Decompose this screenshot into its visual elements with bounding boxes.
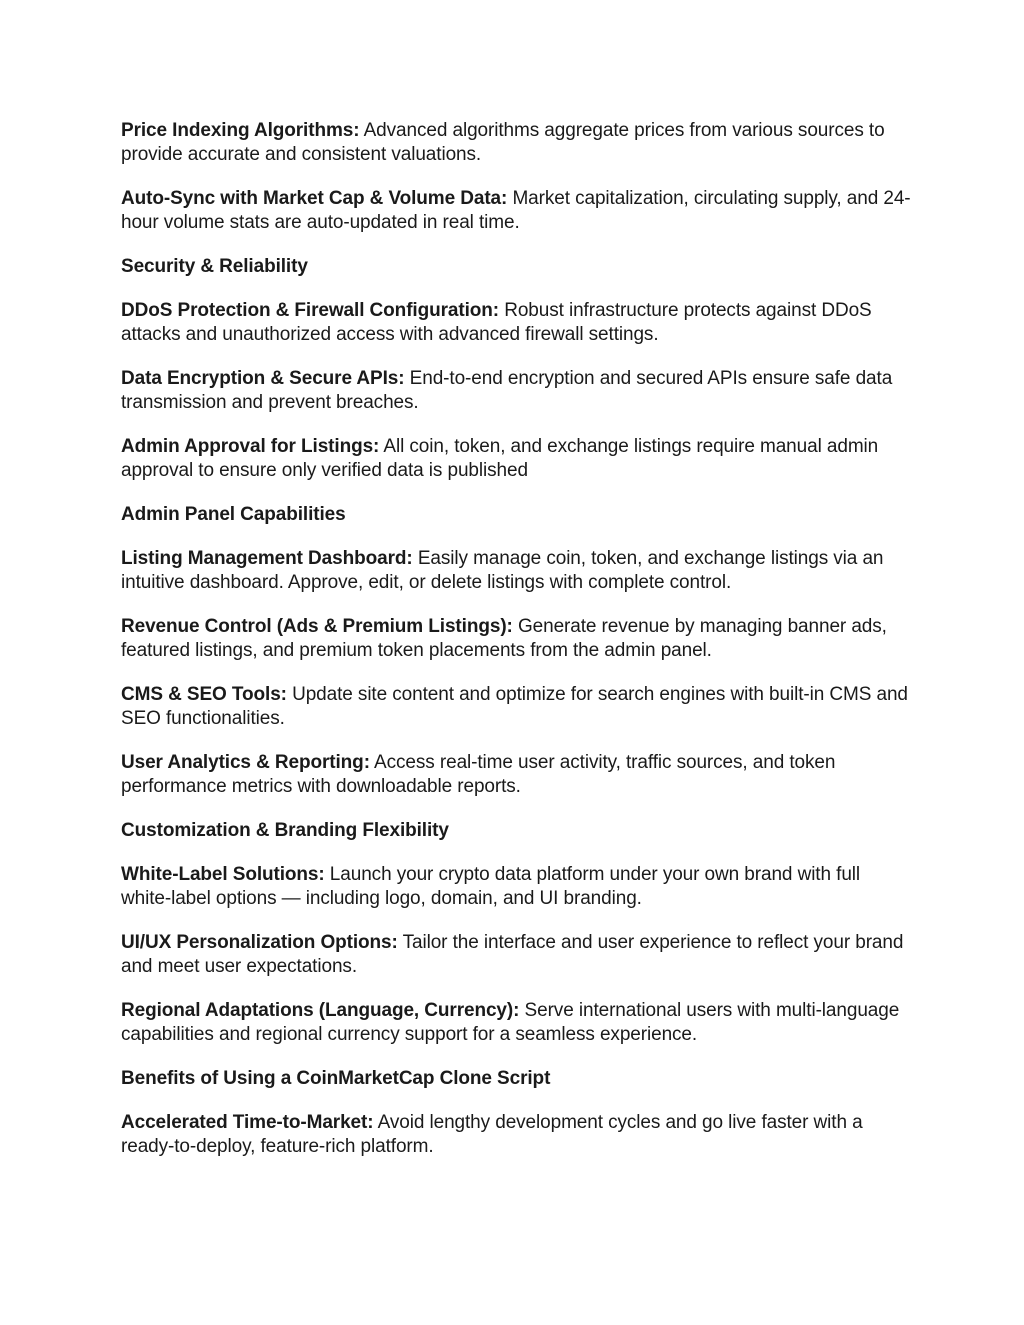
paragraph-text: Market capitalization, circulating supply, and 24-hour volume stats are auto-updated in real time. (121, 188, 911, 233)
paragraph-auto-sync (121, 187, 911, 235)
paragraph-text: Tailor the interface and user experience to reflect your brand and meet user expectations. (121, 932, 904, 977)
paragraph-text: Robust infrastructure protects against DDoS attacks and unauthorized access with advanced firewall settings. (121, 300, 872, 345)
section-heading-text: Customization & Branding Flexibility (121, 820, 449, 841)
paragraph-label: Accelerated Time-to-Market: (121, 1112, 374, 1133)
section-heading-text: Benefits of Using a CoinMarketCap Clone Script (121, 1068, 551, 1089)
paragraph-label: CMS & SEO Tools: (121, 684, 287, 705)
paragraph-text: Launch your crypto data platform under your own brand with full white-label options — including logo, domain, and UI branding. (121, 864, 861, 909)
paragraph-label: White-Label Solutions: (121, 864, 325, 885)
paragraph-label: User Analytics & Reporting: (121, 752, 370, 773)
paragraph-text: End-to-end encryption and secured APIs ensure safe data transmission and prevent breaches. (121, 368, 893, 413)
paragraph-price-indexing (121, 119, 911, 167)
paragraph-listing-management (121, 547, 911, 595)
paragraph-label: Revenue Control (Ads & Premium Listings): (121, 616, 513, 637)
paragraph-user-analytics (121, 751, 911, 799)
paragraph-regional (121, 999, 911, 1047)
paragraph-text: Generate revenue by managing banner ads, featured listings, and premium token placements from the admin panel. (121, 616, 887, 661)
section-heading-text: Admin Panel Capabilities (121, 504, 346, 525)
paragraph-revenue-control (121, 615, 911, 663)
paragraph-text: All coin, token, and exchange listings require manual admin approval to ensure only verified data is published (121, 436, 879, 481)
paragraph-label: Data Encryption & Secure APIs: (121, 368, 405, 389)
paragraph-text: Update site content and optimize for search engines with built-in CMS and SEO functionalities. (121, 684, 908, 729)
paragraph-label: Price Indexing Algorithms: (121, 120, 360, 141)
paragraph-label: UI/UX Personalization Options: (121, 932, 398, 953)
paragraph-label: DDoS Protection & Firewall Configuration: (121, 300, 500, 321)
paragraph-text: Easily manage coin, token, and exchange listings via an intuitive dashboard. Approve, edit, or delete listings with complete control. (121, 548, 884, 593)
paragraph-ui-ux (121, 931, 911, 979)
paragraph-label: Auto-Sync with Market Cap & Volume Data: (121, 188, 508, 209)
section-heading-benefits (121, 1067, 911, 1091)
paragraph-label: Admin Approval for Listings: (121, 436, 380, 457)
paragraph-text: Access real-time user activity, traffic sources, and token performance metrics with downloadable reports. (121, 752, 836, 797)
paragraph-white-label (121, 863, 911, 911)
paragraph-ddos-protection (121, 299, 911, 347)
section-heading-security (121, 255, 911, 279)
section-heading-customization (121, 819, 911, 843)
paragraph-text: Serve international users with multi-language capabilities and regional currency support for a seamless experience. (121, 1000, 900, 1045)
section-heading-admin-panel (121, 503, 911, 527)
paragraph-cms-seo (121, 683, 911, 731)
paragraph-text: Advanced algorithms aggregate prices from various sources to provide accurate and consistent valuations. (121, 120, 885, 165)
document-page (121, 119, 911, 1179)
paragraph-data-encryption (121, 367, 911, 415)
paragraph-label: Regional Adaptations (Language, Currency): (121, 1000, 520, 1021)
section-heading-text: Security & Reliability (121, 256, 308, 277)
paragraph-text: Avoid lengthy development cycles and go live faster with a ready-to-deploy, feature-rich platform. (121, 1112, 863, 1157)
paragraph-time-to-market (121, 1111, 911, 1159)
paragraph-label: Listing Management Dashboard: (121, 548, 413, 569)
paragraph-admin-approval (121, 435, 911, 483)
